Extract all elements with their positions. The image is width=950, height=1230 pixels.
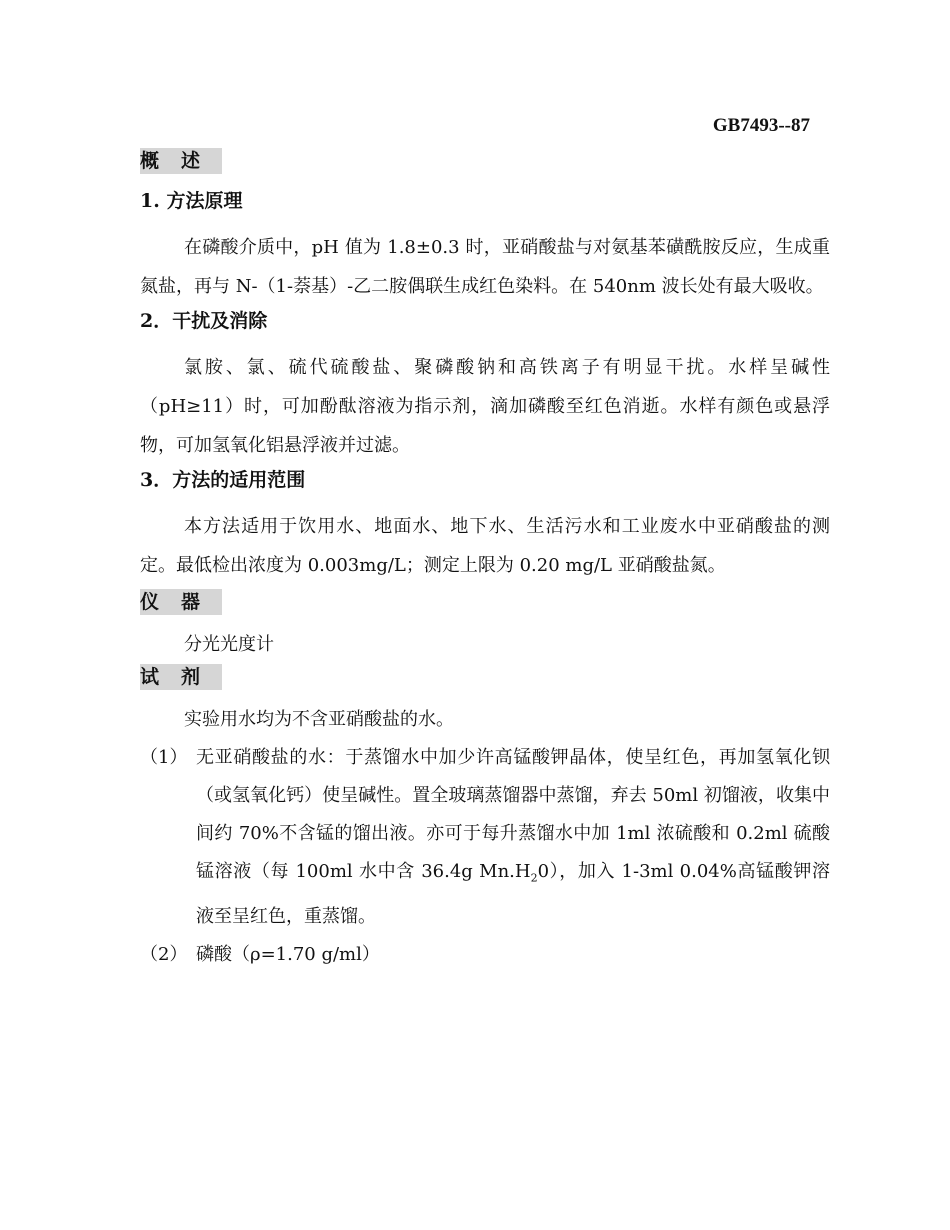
reagent-item-number: （2） [140,943,188,965]
paragraph-interference: 氯胺、氯、硫代硫酸盐、聚磷酸钠和高铁离子有明显干扰。水样呈碱性（pH≥11）时，可加酚酞溶液为指示剂，滴加磷酸至红色消逝。水样有颜色或悬浮物，可加氢氧化铝悬浮液并过滤。 [140,357,830,456]
section-heading-reagents: 试剂 [140,666,223,688]
reagent-item-number: （1） [140,747,188,768]
section-overview-heading-wrap [140,148,830,188]
reagents-intro: 实验用水均为不含亚硝酸盐的水。 [184,709,454,730]
section-reagents-heading-wrap [140,664,830,704]
paragraph-principle: 在磷酸介质中，pH 值为 1.8±0.3 时，亚硝酸盐与对氨基苯磺酰胺反应，生成重氮盐，再与 N-（1-萘基）-乙二胺偶联生成红色染料。在 540nm 波长处有最大吸收。 [140,237,830,297]
reagent-item [140,936,830,974]
section-heading-overview: 概述 [140,150,223,172]
reagent-item-text: 磷酸（ρ=1.70 g/ml） [196,943,380,965]
document-content [140,148,830,974]
subheading-scope: 3．方法的适用范围 [140,469,306,491]
instrument-item: 分光光度计 [184,634,274,655]
section-heading-instruments: 仪器 [140,591,223,613]
subheading-interference: 2．干扰及消除 [140,310,268,332]
subheading-principle: 1. 方法原理 [140,190,243,212]
reagent-item-text: 无亚硝酸盐的水：于蒸馏水中加少许高锰酸钾晶体，使呈红色，再加氢氧化钡（或氢氧化钙）使呈碱性。置全玻璃蒸馏器中蒸馏，弃去 50ml 初馏液，收集中间约 70%不含锰的馏出液。亦可于每升蒸馏水中加 1ml 浓硫酸和 0.2ml 硫酸锰溶液（每 100ml 水中含 36.4g $Mn.H_20$），加入 1-3ml 0.04%高锰酸钾溶液至呈红色，重蒸馏。 [196,747,830,927]
paragraph-scope: 本方法适用于饮用水、地面水、地下水、生活污水和工业废水中亚硝酸盐的测定。最低检出浓度为 0.003mg/L；测定上限为 0.20 mg/L 亚硝酸盐氮。 [140,516,830,576]
section-instruments-heading-wrap [140,589,830,629]
standard-code: GB7493--87 [712,115,810,136]
reagent-item [140,739,830,936]
